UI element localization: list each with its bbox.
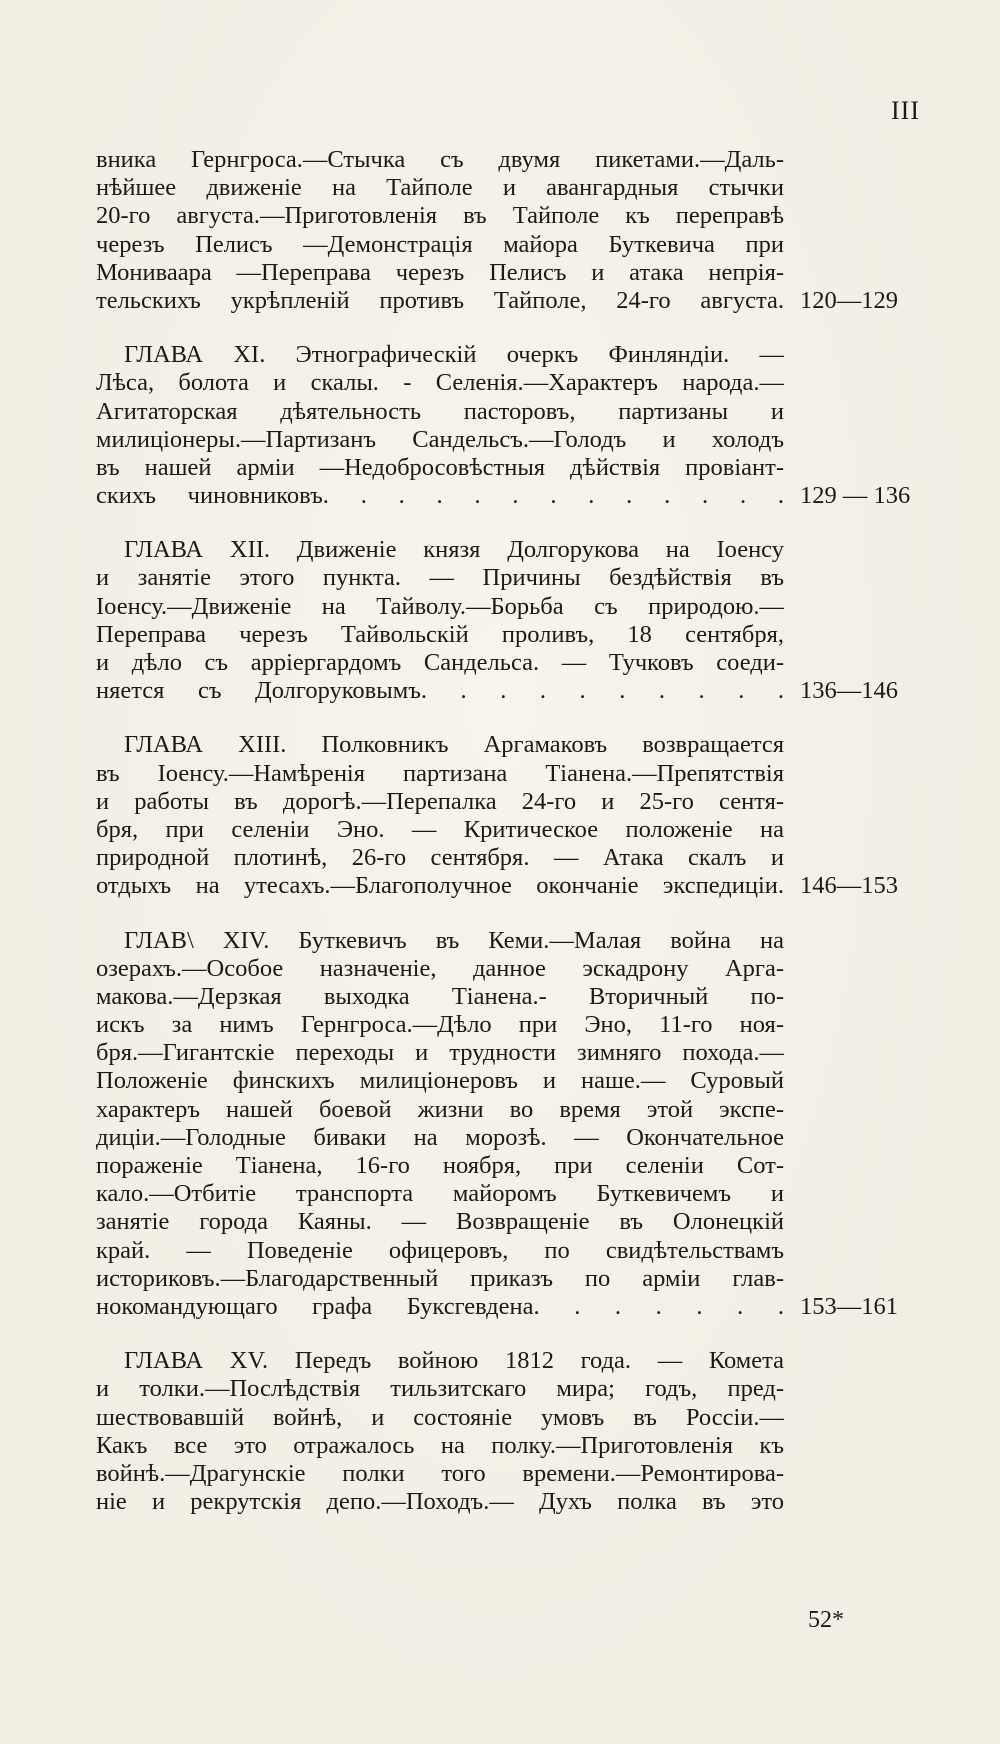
entry-line: отдыхъ на утесахъ.—Благополучное окончаніе экспедиціи. (96, 872, 784, 900)
entry-line: нокомандующаго графа Буксгевдена. . . . . . . (96, 1292, 784, 1320)
entry-line: вника Гернгроса.—Стычка съ двумя пикетами.—Даль- (96, 146, 784, 173)
toc-entry (96, 536, 916, 705)
toc-entry (96, 1347, 916, 1516)
toc-entry (96, 927, 916, 1322)
entry-line: макова.—Дерзкая выходка Тіанена.- Вторичный по- (96, 982, 784, 1010)
toc-entry (96, 341, 916, 510)
entry-line: черезъ Пелисъ —Демонстрація майора Буткевича при (96, 230, 784, 258)
table-of-contents (96, 146, 916, 1542)
entry-line: историковъ.—Благодарственный приказъ по арміи глав- (96, 1264, 784, 1292)
entry-line: и занятіе этого пункта. — Причины бездѣйствія въ (96, 564, 784, 592)
page-range: 129 — 136 (800, 482, 911, 510)
entry-line: занятіе города Каяны. — Возвращеніе въ Олонецкій (96, 1208, 784, 1236)
chapter-heading-line: ГЛАВА XI. Этнографическій очеркъ Финляндіи. — (124, 341, 784, 369)
entry-line: Агитаторская дѣятельность пасторовъ, партизаны и (96, 397, 784, 425)
entry-line: Какъ все это отражалось на полку.—Приготовленія къ (96, 1431, 784, 1459)
entry-line: бря.—Гигантскіе переходы и трудности зимняго похода.— (96, 1039, 784, 1067)
chapter-heading-line: ГЛАВА XIII. Полковникъ Аргамаковъ возвращается (124, 731, 784, 759)
entry-line: Іоенсу.—Движеніе на Тайволу.—Борьба съ природою.— (96, 592, 784, 620)
entry-line: озерахъ.—Особое назначеніе, данное эскадрону Арга- (96, 954, 784, 982)
entry-line: Лѣса, болота и скалы. - Селенія.—Характеръ народа.— (96, 369, 784, 397)
entry-line: природной плотинѣ, 26-го сентября. — Атака скалъ и (96, 844, 784, 872)
entry-line: и работы въ дорогѣ.—Перепалка 24-го и 25-го сентя- (96, 787, 784, 815)
entry-line: нѣйшее движеніе на Тайполе и авангардныя стычки (96, 174, 784, 202)
entry-line: край. — Поведеніе офицеровъ, по свидѣтельствамъ (96, 1236, 784, 1264)
chapter-heading-line: ГЛАВА XV. Передъ войною 1812 года. — Комета (124, 1347, 784, 1375)
entry-line: характеръ нашей боевой жизни во время этой экспе- (96, 1095, 784, 1123)
page-range: 153—161 (800, 1292, 898, 1320)
toc-entry (96, 731, 916, 900)
entry-line: и дѣло съ арріергардомъ Сандельса. — Тучковъ соеди- (96, 649, 784, 676)
entry-line: шествовавшій войнѣ, и состояніе умовъ въ Россіи.— (96, 1403, 784, 1431)
entry-line: Переправа черезъ Тайвольскій проливъ, 18 сентября, (96, 620, 784, 648)
page-number: III (891, 96, 920, 125)
entry-line: Положеніе финскихъ милиціонеровъ и наше.— Суровый (96, 1067, 784, 1095)
entry-line: и толки.—Послѣдствія тильзитскаго мира; годъ, пред- (96, 1375, 784, 1403)
entry-line: тельскихъ укрѣпленій противъ Тайполе, 24-го августа. (96, 286, 784, 314)
page-range: 146—153 (800, 872, 898, 900)
entry-line: Мониваара —Переправа черезъ Пелисъ и атака непрія- (96, 258, 784, 286)
entry-line: скихъ чиновниковъ. . . . . . . . . . . . . (96, 482, 784, 510)
entry-line: искъ за нимъ Гернгроса.—Дѣло при Эно, 11-го ноя- (96, 1011, 784, 1039)
entry-line: войнѣ.—Драгунскіе полки того времени.—Ремонтирова- (96, 1459, 784, 1487)
entry-line: милиціонеры.—Партизанъ Сандельсъ.—Голодъ и холодъ (96, 425, 784, 453)
entry-line: пораженіе Тіанена, 16-го ноября, при селеніи Сот- (96, 1152, 784, 1179)
page-range: 120—129 (800, 286, 898, 314)
entry-line: бря, при селеніи Эно. — Критическое положеніе на (96, 815, 784, 843)
entry-line: няется съ Долгоруковымъ. . . . . . . . . . (96, 677, 784, 705)
toc-entry (96, 146, 916, 315)
chapter-heading-line: ГЛАВА XII. Движеніе князя Долгорукова на Іоенсу (124, 536, 784, 564)
entry-line: 20-го августа.—Приготовленія въ Тайполе къ переправѣ (96, 202, 784, 230)
chapter-heading-line: ГЛАВ\ XIV. Буткевичъ въ Кеми.—Малая война на (124, 926, 784, 954)
entry-line: въ Іоенсу.—Намѣренія партизана Тіанена.—Препятствія (96, 759, 784, 787)
entry-line: въ нашей арміи —Недобросовѣстныя дѣйствія провіант- (96, 453, 784, 481)
printer-signature-mark: 52* (808, 1607, 844, 1633)
entry-line: диціи.—Голодные биваки на морозѣ. — Окончательное (96, 1123, 784, 1151)
entry-line: ніе и рекрутскія депо.—Походъ.— Духъ полка въ это (96, 1488, 784, 1516)
page-range: 136—146 (800, 677, 898, 705)
entry-line: кало.—Отбитіе транспорта майоромъ Буткевичемъ и (96, 1180, 784, 1208)
